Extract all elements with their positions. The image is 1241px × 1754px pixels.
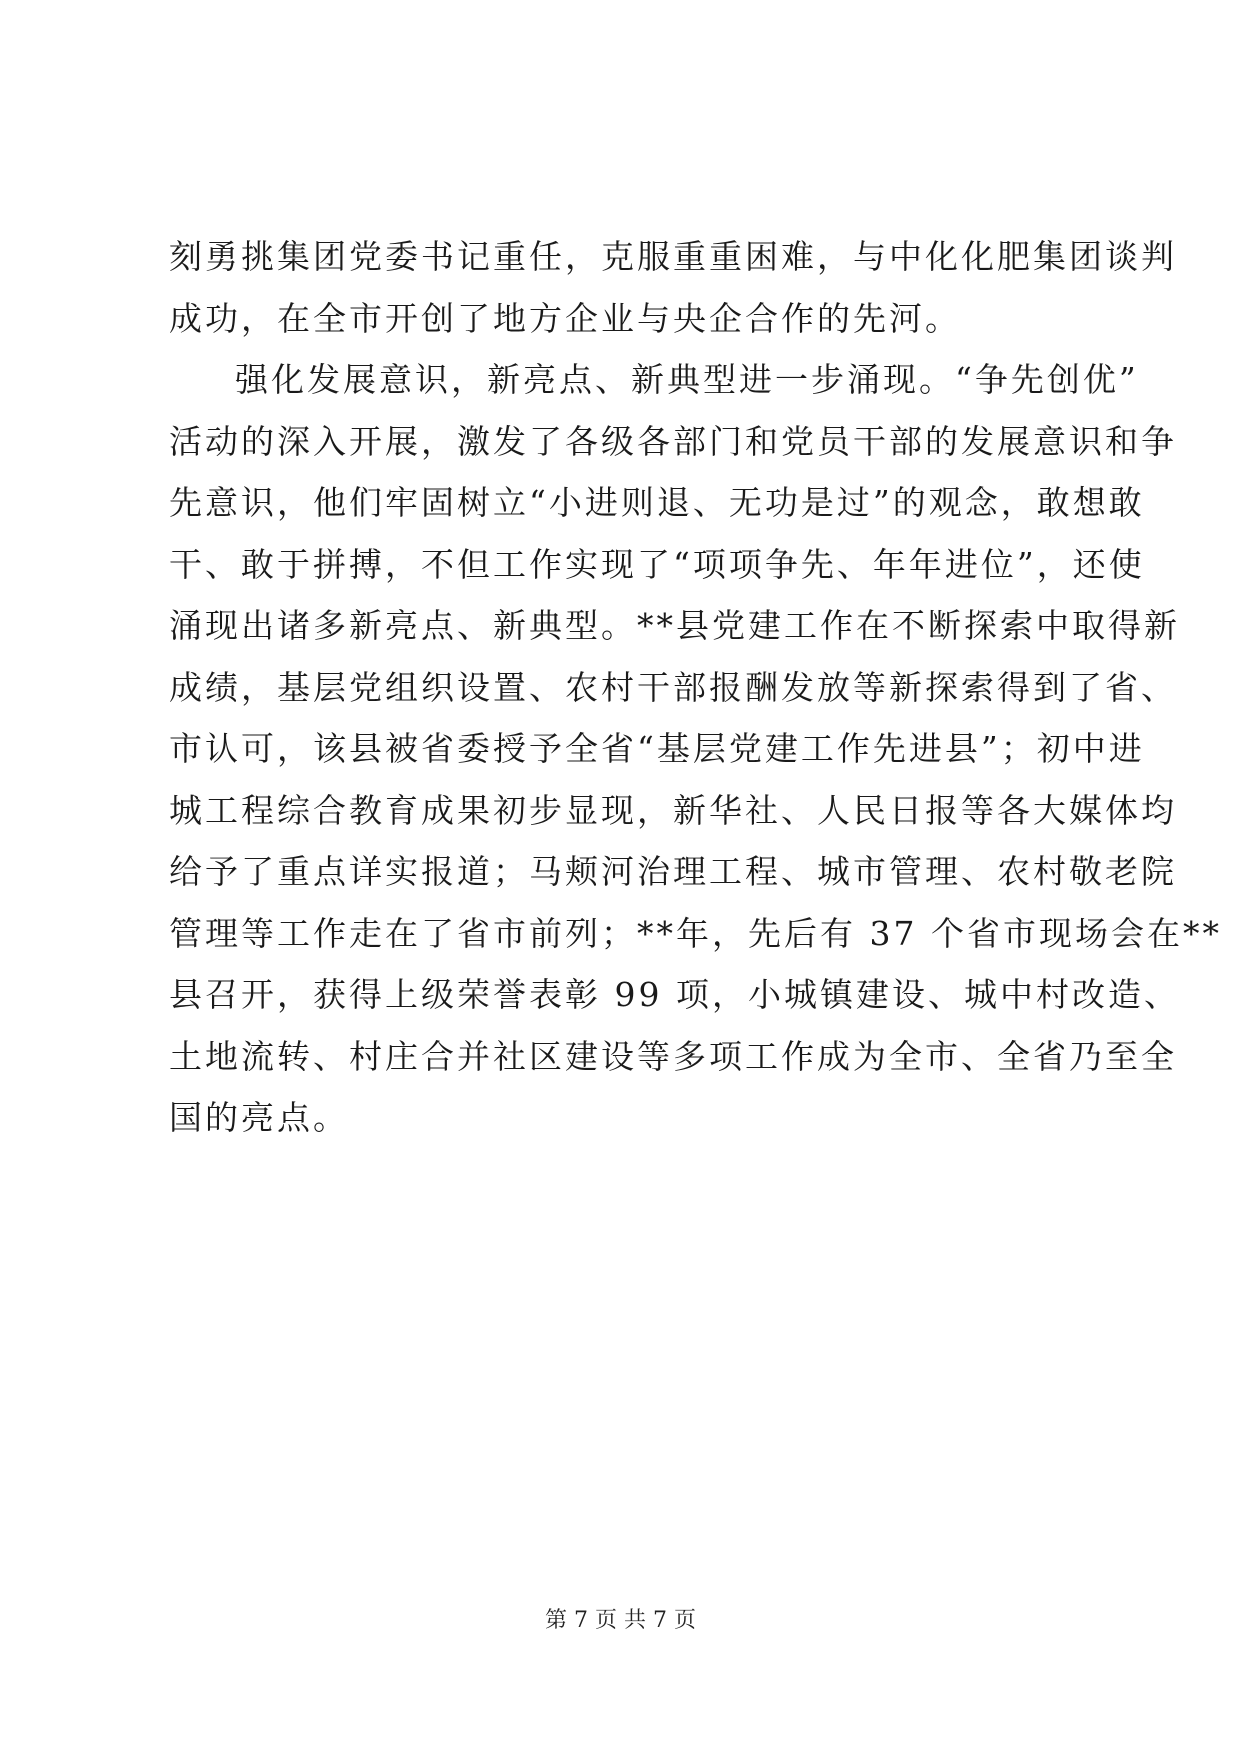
- text-line: 涌现出诸多新亮点、新典型。**县党建工作在不断探索中取得新: [169, 606, 1180, 645]
- text-line: 市认可，该县被省委授予全省“基层党建工作先进县”；初中进: [169, 729, 1145, 768]
- text-line: 国的亮点。: [169, 1098, 349, 1137]
- text-line: 活动的深入开展，激发了各级各部门和党员干部的发展意识和争: [169, 421, 1177, 461]
- text-line: 城工程综合教育成果初步显现，新华社、人民日报等各大媒体均: [169, 790, 1177, 830]
- text-line: 管理等工作走在了省市前列；**年，先后有 37 个省市现场会在**: [169, 913, 1222, 953]
- paragraph-start-line: 强化发展意识，新亮点、新典型进一步涌现。“争先创优”: [235, 360, 1139, 399]
- text-line: 成功，在全市开创了地方企业与央企合作的先河。: [169, 298, 961, 338]
- text-line: 土地流转、村庄合并社区建设等多项工作成为全市、全省乃至全: [169, 1036, 1177, 1076]
- text-line: 先意识，他们牢固树立“小进则退、无功是过”的观念，敢想敢: [169, 483, 1145, 522]
- text-line: 县召开，获得上级荣誉表彰 99 项，小城镇建设、城中村改造、: [169, 975, 1180, 1014]
- text-line: 成绩，基层党组织设置、农村干部报酬发放等新探索得到了省、: [169, 667, 1177, 707]
- text-line: 刻勇挑集团党委书记重任，克服重重困难，与中化化肥集团谈判: [169, 237, 1177, 276]
- text-line: 干、敢于拼搏，不但工作实现了“项项争先、年年进位”，还使: [169, 544, 1145, 584]
- body-text: [169, 226, 1222, 1149]
- page-number-footer: 第 7 页 共 7 页: [545, 1608, 696, 1633]
- text-line: 给予了重点详实报道；马颊河治理工程、城市管理、农村敬老院: [169, 852, 1177, 891]
